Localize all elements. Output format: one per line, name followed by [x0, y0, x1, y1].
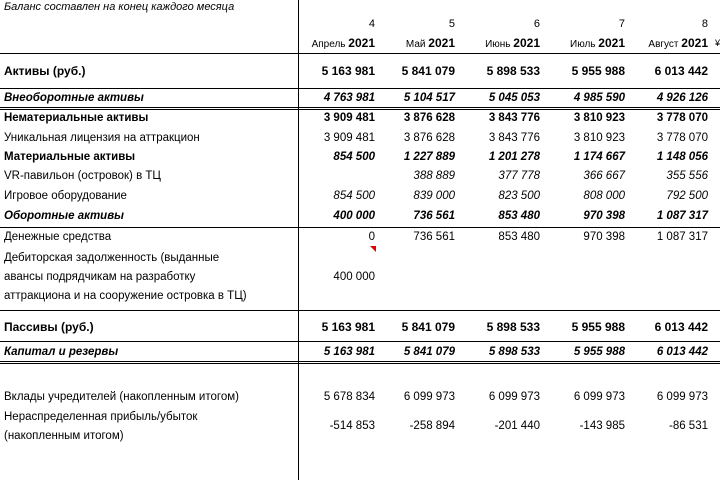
cell-value: 6 099 973	[403, 391, 455, 403]
column-number: 5	[448, 18, 455, 30]
row-label: Оборотные активы	[4, 210, 124, 222]
cell-value: 3 810 923	[573, 132, 625, 144]
column-month: Май 2021	[405, 36, 455, 50]
row-label-line: Нераспределенная прибыль/убыток	[4, 411, 198, 423]
row-label: Внеоборотные активы	[4, 92, 144, 104]
cell-value: 854 500	[333, 190, 375, 202]
cell-value: 400 000	[333, 271, 375, 283]
cell-value: 5 898 533	[486, 64, 540, 78]
cell-value: 6 099 973	[573, 391, 625, 403]
row-label: Активы (руб.)	[4, 64, 86, 78]
cell-value: 808 000	[583, 190, 625, 202]
cell-value: -258 894	[409, 420, 455, 432]
row-label-line: авансы подрядчикам на разработку	[4, 271, 196, 283]
cell-value: 5 841 079	[401, 64, 455, 78]
cell-value: 5 163 981	[323, 346, 375, 358]
cell-value: 5 163 981	[321, 64, 375, 78]
cell-value: 3 778 070	[656, 132, 708, 144]
cell-value: -86 531	[668, 420, 708, 432]
row-label: Капитал и резервы	[4, 346, 119, 358]
cell-value: 6 099 973	[488, 391, 540, 403]
cell-value: 3 876 628	[403, 112, 455, 124]
truncated-column-mark: ¥	[714, 38, 720, 48]
cell-value: 6 013 442	[654, 64, 708, 78]
row-label: VR-павильон (островок) в ТЦ	[4, 170, 161, 182]
cell-value: 970 398	[583, 231, 625, 243]
cell-value: 839 000	[413, 190, 455, 202]
cell-value: -143 985	[579, 420, 625, 432]
column-month: Апрель 2021	[311, 36, 375, 50]
cell-value: 355 556	[666, 170, 708, 182]
column-number: 8	[701, 18, 708, 30]
row-label: Пассивы (руб.)	[4, 320, 94, 334]
cell-value: 736 561	[413, 231, 455, 243]
cell-value: 5 104 517	[403, 92, 455, 104]
cell-value: 792 500	[666, 190, 708, 202]
row-label: Игровое оборудование	[4, 190, 127, 202]
cell-value: 6 099 973	[656, 391, 708, 403]
cell-value: 4 763 981	[323, 92, 375, 104]
cell-value: 823 500	[498, 190, 540, 202]
cell-value: 3 778 070	[656, 112, 708, 124]
cell-value: 5 163 981	[321, 320, 375, 334]
cell-value: 377 778	[498, 170, 540, 182]
cell-value: 0	[368, 231, 375, 243]
comment-indicator[interactable]	[370, 246, 376, 252]
cell-value: 1 087 317	[656, 210, 708, 222]
cell-value: -514 853	[329, 420, 375, 432]
row-divider	[0, 88, 720, 89]
cell-value: 3 843 776	[488, 112, 540, 124]
cell-value: 3 909 481	[323, 132, 375, 144]
row-divider	[0, 107, 720, 110]
row-label-line: Дебиторская задолженность (выданные	[4, 252, 220, 264]
cell-value: 970 398	[583, 210, 625, 222]
cell-value: 5 955 988	[573, 346, 625, 358]
cell-value: -201 440	[494, 420, 540, 432]
cell-value: 854 500	[333, 151, 375, 163]
cell-value: 5 841 079	[401, 320, 455, 334]
cell-value: 388 889	[413, 170, 455, 182]
cell-value: 3 909 481	[323, 112, 375, 124]
cell-value: 5 955 988	[571, 320, 625, 334]
row-label: Нематериальные активы	[4, 112, 149, 124]
sheet-caption: Баланс составлен на конец каждого месяца	[4, 1, 235, 13]
cell-value: 1 148 056	[656, 151, 708, 163]
cell-value: 1 087 317	[656, 231, 708, 243]
cell-value: 1 174 667	[573, 151, 625, 163]
row-label-line: (накопленным итогом)	[4, 430, 124, 442]
cell-value: 366 667	[583, 170, 625, 182]
row-label-line: аттракциона и на сооружение островка в ТЦ)	[4, 290, 247, 302]
row-divider	[0, 361, 720, 364]
column-month: Июнь 2021	[485, 36, 540, 50]
cell-value: 6 013 442	[656, 346, 708, 358]
cell-value: 5 955 988	[571, 64, 625, 78]
row-label: Вклады учредителей (накопленным итогом)	[4, 391, 239, 403]
cell-value: 853 480	[498, 210, 540, 222]
cell-value: 4 926 126	[656, 92, 708, 104]
row-divider	[0, 227, 720, 228]
column-number: 4	[368, 18, 375, 30]
row-divider	[0, 53, 720, 54]
row-label: Денежные средства	[4, 231, 112, 243]
cell-value: 400 000	[333, 210, 375, 222]
cell-value: 1 227 889	[403, 151, 455, 163]
row-label: Материальные активы	[4, 151, 136, 163]
column-month: Август 2021	[648, 36, 708, 50]
cell-value: 5 045 053	[488, 92, 540, 104]
cell-value: 5 841 079	[403, 346, 455, 358]
row-divider	[0, 341, 720, 342]
column-number: 7	[618, 18, 625, 30]
column-number: 6	[533, 18, 540, 30]
cell-value: 5 898 533	[486, 320, 540, 334]
cell-value: 5 678 834	[323, 391, 375, 403]
cell-value: 6 013 442	[654, 320, 708, 334]
cell-value: 5 898 533	[488, 346, 540, 358]
row-divider	[0, 310, 720, 311]
row-label: Уникальная лицензия на аттракцион	[4, 132, 200, 144]
cell-value: 853 480	[498, 231, 540, 243]
cell-value: 736 561	[413, 210, 455, 222]
cell-value: 4 985 590	[573, 92, 625, 104]
cell-value: 1 201 278	[488, 151, 540, 163]
column-month: Июль 2021	[570, 36, 625, 50]
cell-value: 3 876 628	[403, 132, 455, 144]
cell-value: 3 810 923	[573, 112, 625, 124]
cell-value: 3 843 776	[488, 132, 540, 144]
